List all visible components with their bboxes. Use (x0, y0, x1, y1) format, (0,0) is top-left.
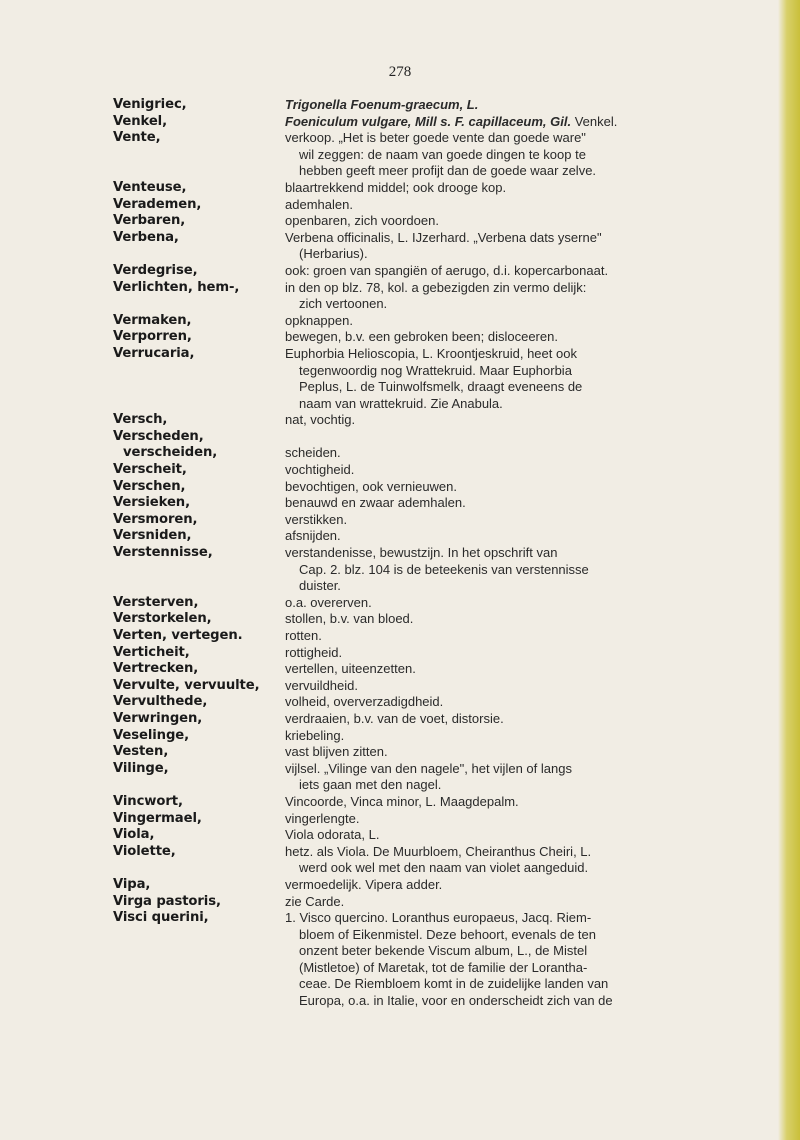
entry-definition (285, 495, 773, 512)
term-text: Verstennisse, (113, 545, 213, 561)
glossary-entry (113, 329, 773, 346)
entry-term (113, 661, 285, 678)
definition-line: ceae. De Riembloem komt in de zuidelijke landen van (299, 976, 609, 992)
entry-term (113, 263, 285, 280)
entry-term (113, 545, 285, 595)
definition-line: rotten. (285, 628, 322, 643)
term-text: Verscheden, (113, 428, 204, 444)
glossary-entry (113, 910, 773, 1010)
term-text: Verticheit, (113, 644, 190, 660)
term-text: Verademen, (113, 196, 202, 212)
entry-definition (285, 595, 773, 612)
glossary-entry (113, 130, 773, 180)
definition-line: volheid, oververzadigdheid. (285, 694, 444, 710)
term-text: Versch, (113, 412, 168, 428)
entry-term (113, 230, 285, 263)
glossary-entry (113, 462, 773, 479)
glossary-entry (113, 595, 773, 612)
term-text: Verscheit, (113, 462, 187, 478)
glossary-entry (113, 877, 773, 894)
definition-line: opknappen. (285, 312, 353, 328)
definition-line: verstandenisse, bewustzijn. In het opschrift van (285, 545, 558, 561)
term-text: Visci querini, (113, 910, 209, 926)
definition-line: Viola odorata, L. (285, 827, 380, 843)
entry-definition (285, 910, 773, 1010)
glossary-entry (113, 844, 773, 877)
term-text: Verdegrise, (113, 262, 198, 278)
definition-line: openbaren, zich voordoen. (285, 213, 439, 229)
glossary-entry (113, 429, 773, 462)
entry-term (113, 794, 285, 811)
term-text: Verlichten, hem-, (113, 279, 240, 295)
entry-definition (285, 844, 773, 877)
entry-term (113, 479, 285, 496)
definition-line: Europa, o.a. in Italie, voor en onderscheidt zich van de (299, 993, 613, 1009)
definition-line: zie Carde. (285, 893, 345, 909)
definition-line: o.a. overerven. (285, 594, 372, 610)
term-text: Veselinge, (113, 727, 190, 743)
definition-line: iets gaan met den nagel. (299, 777, 442, 793)
entry-term (113, 329, 285, 346)
term-text: Versmoren, (113, 511, 198, 527)
term-text: Verbena, (113, 229, 179, 245)
term-text: Vervulthede, (113, 694, 208, 710)
term-text: Versterven, (113, 594, 199, 610)
definition-line: kriebeling. (285, 727, 345, 743)
entry-term (113, 827, 285, 844)
definition-line: naam van wrattekruid. Zie Anabula. (299, 395, 503, 411)
entry-term (113, 744, 285, 761)
entry-term (113, 346, 285, 412)
entry-definition (285, 894, 773, 911)
entry-term (113, 894, 285, 911)
entry-definition (285, 545, 773, 595)
glossary-entry (113, 180, 773, 197)
entry-definition (285, 197, 773, 214)
entry-definition (285, 678, 773, 695)
definition-line: afsnijden. (285, 528, 341, 544)
definition-line: nat, vochtig. (285, 412, 356, 428)
term-text: Verporren, (113, 329, 192, 345)
glossary-entry (113, 528, 773, 545)
term-text: Verwringen, (113, 710, 203, 726)
term-text: Vertrecken, (113, 661, 199, 677)
entry-definition (285, 180, 773, 197)
definition-line: in den op blz. 78, kol. a gebezigden zin vermo delijk: (285, 279, 587, 295)
glossary-entry (113, 495, 773, 512)
glossary-entry (113, 230, 773, 263)
glossary-entry (113, 678, 773, 695)
entry-term (113, 495, 285, 512)
glossary-entry (113, 263, 773, 280)
entry-definition (285, 130, 773, 180)
entry-definition (285, 263, 773, 280)
glossary-entry (113, 661, 773, 678)
definition-line: (Herbarius). (299, 246, 368, 262)
entry-term (113, 694, 285, 711)
term-text: Venigriec, (113, 97, 187, 112)
definition-line: Vincoorde, Vinca minor, L. Maagdepalm. (285, 793, 519, 809)
page-number: 278 (388, 64, 412, 80)
definition-line: verstikken. (285, 511, 348, 527)
entry-term (113, 429, 285, 462)
term-text: Vilinge, (113, 760, 169, 776)
entry-term (113, 811, 285, 828)
definition-line: vijlsel. „Vilinge van den nagele", het vijlen of langs (285, 760, 572, 776)
entry-term (113, 114, 285, 131)
entry-definition (285, 329, 773, 346)
entry-term (113, 761, 285, 794)
entry-definition (285, 794, 773, 811)
entry-term (113, 130, 285, 180)
glossary-entry (113, 512, 773, 529)
glossary-entry (113, 545, 773, 595)
entry-term (113, 844, 285, 877)
glossary-entry (113, 645, 773, 662)
term-text: Versieken, (113, 495, 191, 511)
definition-line: benauwd en zwaar ademhalen. (285, 495, 466, 511)
entry-definition (285, 346, 773, 412)
definition-line: scheiden. (285, 445, 341, 461)
definition-line: Foeniculum vulgare, Mill s. F. capillaceum, Gil. Venkel. (285, 113, 618, 129)
entry-term (113, 313, 285, 330)
term-text: Verten, vertegen. (113, 628, 243, 643)
glossary-entry (113, 711, 773, 728)
term-text: Vipa, (113, 876, 151, 892)
definition-line: verkoop. „Het is beter goede vente dan goede ware" (285, 130, 586, 146)
entry-term (113, 910, 285, 1010)
term-text: Vervulte, vervuulte, (113, 677, 260, 693)
entry-definition (285, 877, 773, 894)
glossary-entry (113, 761, 773, 794)
entry-definition (285, 280, 773, 313)
term-text: Vermaken, (113, 312, 192, 328)
entry-term (113, 628, 285, 645)
entry-definition (285, 744, 773, 761)
entry-term (113, 711, 285, 728)
term-text: Vesten, (113, 744, 169, 760)
glossary-entry (113, 479, 773, 496)
page-edge (778, 0, 800, 1140)
definition-line: Trigonella Foenum-graecum, L. (285, 97, 479, 112)
entry-term (113, 180, 285, 197)
term-text: Verrucaria, (113, 345, 195, 361)
entry-definition (285, 811, 773, 828)
glossary-entry (113, 97, 773, 114)
definition-line: vingerlengte. (285, 810, 360, 826)
definition-line: tegenwoordig nog Wrattekruid. Maar Euphorbia (299, 362, 572, 378)
entry-definition (285, 761, 773, 794)
definition-line: blaartrekkend middel; ook drooge kop. (285, 179, 507, 195)
entry-definition (285, 645, 773, 662)
glossary-entry (113, 794, 773, 811)
definition-line: bevochtigen, ook vernieuwen. (285, 478, 458, 494)
glossary-entry (113, 894, 773, 911)
entry-definition (285, 230, 773, 263)
term-text: Verstorkelen, (113, 611, 212, 627)
entry-definition (285, 462, 773, 479)
entry-definition (285, 479, 773, 496)
definition-line: 1. Visco quercino. Loranthus europaeus, Jacq. Riem- (285, 910, 592, 926)
entry-term (113, 678, 285, 695)
term-text: Venkel, (113, 113, 168, 129)
term-text: Versniden, (113, 528, 192, 544)
definition-line: ook: groen van spangiën of aerugo, d.i. kopercarbonaat. (285, 262, 609, 278)
entry-term (113, 595, 285, 612)
term-text: Violette, (113, 843, 176, 859)
definition-line: hetz. als Viola. De Muurbloem, Cheiranthus Cheiri, L. (285, 843, 592, 859)
definition-line: zich vertoonen. (299, 296, 388, 312)
entry-definition (285, 711, 773, 728)
definition-line: vast blijven zitten. (285, 744, 388, 760)
glossary-entry (113, 346, 773, 412)
term-subtext: verscheiden, (123, 445, 218, 461)
definition-line: vochtigheid. (285, 462, 355, 478)
entry-definition (285, 429, 773, 462)
glossary-entry (113, 611, 773, 628)
entry-term (113, 462, 285, 479)
glossary-entry (113, 412, 773, 429)
glossary-entries (113, 97, 773, 1010)
definition-line: hebben geeft meer profijt dan de goede waar zelve. (299, 163, 597, 179)
entry-term (113, 97, 285, 114)
definition-line: bloem of Eikenmistel. Deze behoort, evenals de ten (299, 926, 597, 942)
entry-term (113, 528, 285, 545)
glossary-entry (113, 694, 773, 711)
definition-line: Cap. 2. blz. 104 is de beteekenis van verstennisse (299, 561, 589, 577)
definition-line: vervuildheid. (285, 677, 358, 693)
definition-line: (Mistletoe) of Maretak, tot de familie der Lorantha- (299, 959, 588, 975)
entry-definition (285, 213, 773, 230)
entry-definition (285, 611, 773, 628)
term-text: Verschen, (113, 478, 186, 494)
term-text: Verbaren, (113, 213, 186, 229)
entry-term (113, 728, 285, 745)
entry-definition (285, 694, 773, 711)
definition-line: werd ook wel met den naam van violet aangeduid. (299, 860, 589, 876)
entry-definition (285, 528, 773, 545)
entry-term (113, 877, 285, 894)
entry-term (113, 611, 285, 628)
entry-term (113, 412, 285, 429)
definition-line: duister. (299, 578, 341, 594)
definition-line: vermoedelijk. Vipera adder. (285, 876, 443, 892)
glossary-entry (113, 197, 773, 214)
term-text: Viola, (113, 827, 155, 843)
term-text: Venteuse, (113, 179, 187, 195)
entry-term (113, 280, 285, 313)
definition-line: onzent beter bekende Viscum album, L., de Mistel (299, 943, 588, 959)
term-text: Virga pastoris, (113, 893, 221, 909)
entry-definition (285, 412, 773, 429)
term-text: Vincwort, (113, 793, 183, 809)
definition-line: wil zeggen: de naam van goede dingen te koop te (299, 146, 586, 162)
definition-line: bewegen, b.v. een gebroken been; disloceeren. (285, 329, 558, 345)
entry-definition (285, 313, 773, 330)
entry-definition (285, 97, 773, 114)
glossary-entry (113, 280, 773, 313)
glossary-entry (113, 628, 773, 645)
entry-definition (285, 628, 773, 645)
entry-definition (285, 827, 773, 844)
entry-term (113, 197, 285, 214)
glossary-entry (113, 213, 773, 230)
definition-line: Verbena officinalis, L. IJzerhard. „Verbena dats yserne" (285, 229, 602, 245)
definition-line: vertellen, uiteenzetten. (285, 661, 416, 677)
definition-line: ademhalen. (285, 196, 353, 212)
glossary-entry (113, 728, 773, 745)
entry-definition (285, 728, 773, 745)
glossary-entry (113, 313, 773, 330)
glossary-entry (113, 114, 773, 131)
definition-line: stollen, b.v. van bloed. (285, 611, 414, 627)
glossary-entry (113, 744, 773, 761)
entry-term (113, 512, 285, 529)
definition-line: verdraaien, b.v. van de voet, distorsie. (285, 710, 504, 726)
entry-definition (285, 512, 773, 529)
definition-line: Peplus, L. de Tuinwolfsmelk, draagt eveneens de (299, 379, 583, 395)
glossary-entry (113, 811, 773, 828)
term-text: Vingermael, (113, 810, 202, 826)
term-text: Vente, (113, 130, 161, 146)
entry-term (113, 645, 285, 662)
definition-line: Euphorbia Helioscopia, L. Kroontjeskruid, heet ook (285, 345, 577, 361)
definition-line: rottigheid. (285, 644, 343, 660)
entry-definition (285, 661, 773, 678)
glossary-entry (113, 827, 773, 844)
entry-term (113, 213, 285, 230)
entry-definition (285, 114, 773, 131)
